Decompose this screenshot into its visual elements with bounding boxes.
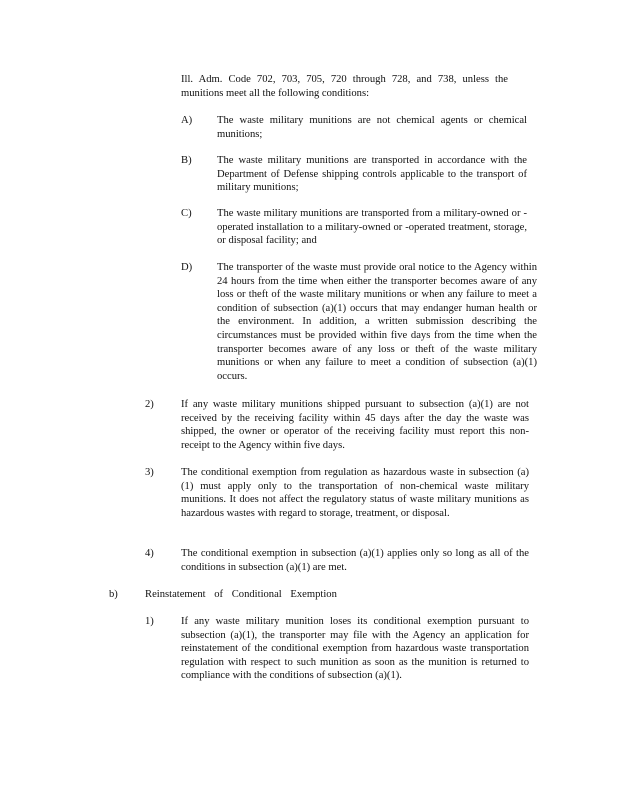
condition-label: A) [181,115,193,126]
condition-text: The transporter of the waste must provide oral notice to the Agency within 24 hours from the time when either the transporter becomes aware of any loss or theft of the waste military munitions or when any failure to meet a condition of subsection (a)(1) occurs that may endanger human health or the environment. In addition, a written submission describing the circumstances must be provided within five days from the time when the transporter becomes aware of any loss or theft of the waste military munitions or when any failure to meet a condition of subsection (a)(1) occurs. [217,262,537,382]
item-text: If any waste military munitions shipped pursuant to subsection (a)(1) are not received by the receiving facility within 45 days after the day the waste was shipped, the owner or operator of the receiving facility must report this non-receipt to the Agency within five days. [181,399,529,451]
item-text: The conditional exemption in subsection (a)(1) applies only so long as all of the conditions in subsection (a)(1) are met. [181,548,529,573]
condition-text: The waste military munitions are transported from a military-owned or -operated installation to a military-owned or -operated treatment, storage, or disposal facility; and [217,208,527,247]
condition-label: D) [181,262,193,273]
item-label: 4) [145,548,154,559]
item-text: The conditional exemption from regulation as hazardous waste in subsection (a)(1) must apply only to the transportation of non-chemical waste military munitions. It does not affect the regulatory status of waste military munitions as hazardous wastes with regard to storage, treatment, or disposal. [181,467,529,519]
condition-label: B) [181,155,192,166]
intro-paragraph: Ill. Adm. Code 702, 703, 705, 720 through 728, and 738, unless the munitions meet all the following conditions: [181,74,508,99]
item-label: 1) [145,616,154,627]
item-label: 3) [145,467,154,478]
item-label: 2) [145,399,154,410]
section-label: b) [109,589,118,600]
item-text: If any waste military munition loses its conditional exemption pursuant to subsection (a)(1), the transporter may file with the Agency an application for reinstatement of the conditional exemption from hazardous waste transportation regulation with respect to such munition as soon as the munition is returned to compliance with the conditions of subsection (a)(1). [181,616,529,682]
condition-text: The waste military munitions are not chemical agents or chemical munitions; [217,115,527,140]
condition-text: The waste military munitions are transported in accordance with the Department of Defense shipping controls applicable to the transport of military munitions; [217,155,527,194]
condition-label: C) [181,208,192,219]
section-heading: Reinstatement of Conditional Exemption [145,589,337,600]
